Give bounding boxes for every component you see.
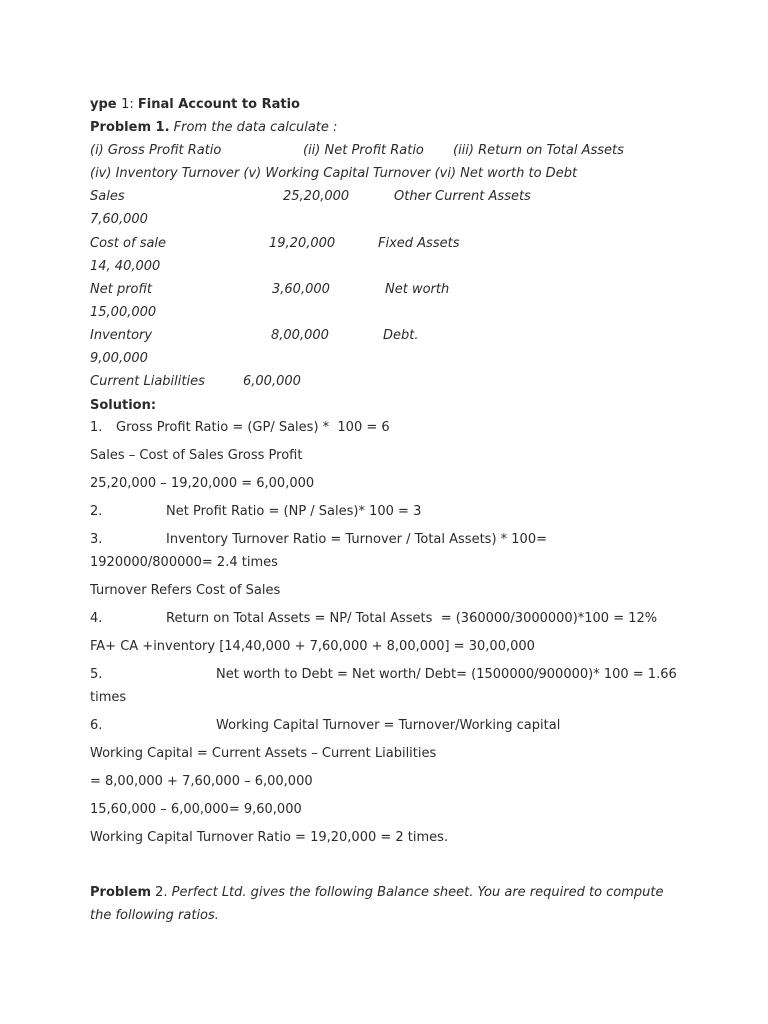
current-liabilities-label: Current Liabilities bbox=[90, 374, 205, 389]
step-5-text: Net worth to Debt = Net worth/ Debt= (1500000/900000)* 100 = 1.66 bbox=[216, 667, 677, 682]
net-profit-label: Net profit bbox=[90, 282, 152, 297]
net-profit-value: 3,60,000 bbox=[272, 282, 330, 297]
sales-value: 25,20,000 bbox=[283, 189, 350, 204]
step-6-number: 6. bbox=[90, 718, 103, 733]
step-1-line-b: 25,20,000 – 19,20,000 = 6,00,000 bbox=[90, 476, 315, 491]
other-current-assets-label: Other Current Assets bbox=[394, 189, 531, 204]
cost-of-sale-value: 19,20,000 bbox=[269, 236, 336, 251]
ratio-gross-profit: (i) Gross Profit Ratio bbox=[90, 143, 222, 158]
step-4-line-a: FA+ CA +inventory [14,40,000 + 7,60,000 + 8,00,000] = 30,00,000 bbox=[90, 639, 535, 654]
step-1-text: Gross Profit Ratio = (GP/ Sales) * 100 = 6 bbox=[116, 420, 390, 435]
problem2-line-2: the following ratios. bbox=[90, 908, 219, 923]
step-4-number: 4. bbox=[90, 611, 103, 626]
problem1-heading bbox=[90, 120, 337, 136]
step-2-text: Net Profit Ratio = (NP / Sales)* 100 = 3 bbox=[166, 504, 422, 519]
type-colon: : bbox=[129, 97, 138, 112]
step-5-number: 5. bbox=[90, 667, 103, 682]
fixed-assets-label: Fixed Assets bbox=[378, 236, 460, 251]
problem1-intro: From the data calculate : bbox=[169, 120, 338, 135]
step-6-line-d: Working Capital Turnover Ratio = 19,20,000 = 2 times. bbox=[90, 830, 449, 845]
sales-label: Sales bbox=[90, 189, 125, 204]
type-number: 1 bbox=[121, 97, 130, 112]
type-prefix: ype bbox=[90, 97, 122, 112]
ratios-line-2: (iv) Inventory Turnover (v) Working Capital Turnover (vi) Net worth to Debt bbox=[90, 166, 578, 181]
step-1-line-a: Sales – Cost of Sales Gross Profit bbox=[90, 448, 303, 463]
step-3-line-b: Turnover Refers Cost of Sales bbox=[90, 583, 281, 598]
inventory-label: Inventory bbox=[90, 328, 153, 343]
problem2-text-1: Perfect Ltd. gives the following Balance sheet. You are required to compute bbox=[167, 885, 664, 900]
step-3-text: Inventory Turnover Ratio = Turnover / Total Assets) * 100= bbox=[166, 532, 547, 547]
step-1-number: 1. bbox=[90, 420, 103, 435]
step-6-text: Working Capital Turnover = Turnover/Working capital bbox=[216, 718, 561, 733]
net-worth-label: Net worth bbox=[385, 282, 450, 297]
step-5-line-a: times bbox=[90, 690, 127, 705]
problem2-label: Problem bbox=[90, 885, 151, 900]
solution-label: Solution: bbox=[90, 398, 157, 413]
step-6-line-c: 15,60,000 – 6,00,000= 9,60,000 bbox=[90, 802, 302, 817]
step-2-number: 2. bbox=[90, 504, 103, 519]
cost-of-sale-label: Cost of sale bbox=[90, 236, 167, 251]
other-current-assets-value: 7,60,000 bbox=[90, 212, 148, 227]
step-3-line-a: 1920000/800000= 2.4 times bbox=[90, 555, 278, 570]
step-3-number: 3. bbox=[90, 532, 103, 547]
net-worth-value: 15,00,000 bbox=[90, 305, 157, 320]
problem2-line-1 bbox=[90, 885, 664, 901]
ratio-return-total-assets: (iii) Return on Total Assets bbox=[453, 143, 624, 158]
current-liabilities-value: 6,00,000 bbox=[243, 374, 301, 389]
inventory-value: 8,00,000 bbox=[271, 328, 329, 343]
fixed-assets-value: 14, 40,000 bbox=[90, 259, 161, 274]
ratio-net-profit: (ii) Net Profit Ratio bbox=[303, 143, 424, 158]
debt-label: Debt. bbox=[383, 328, 419, 343]
debt-value: 9,00,000 bbox=[90, 351, 148, 366]
problem2-number: 2. bbox=[151, 885, 168, 900]
type-title: Final Account to Ratio bbox=[137, 97, 300, 112]
problem1-label: Problem 1. bbox=[90, 120, 170, 135]
step-6-line-b: = 8,00,000 + 7,60,000 – 6,00,000 bbox=[90, 774, 313, 789]
step-4-text: Return on Total Assets = NP/ Total Assets = (360000/3000000)*100 = 12% bbox=[166, 611, 658, 626]
type-heading bbox=[90, 97, 300, 113]
step-6-line-a: Working Capital = Current Assets – Current Liabilities bbox=[90, 746, 437, 761]
